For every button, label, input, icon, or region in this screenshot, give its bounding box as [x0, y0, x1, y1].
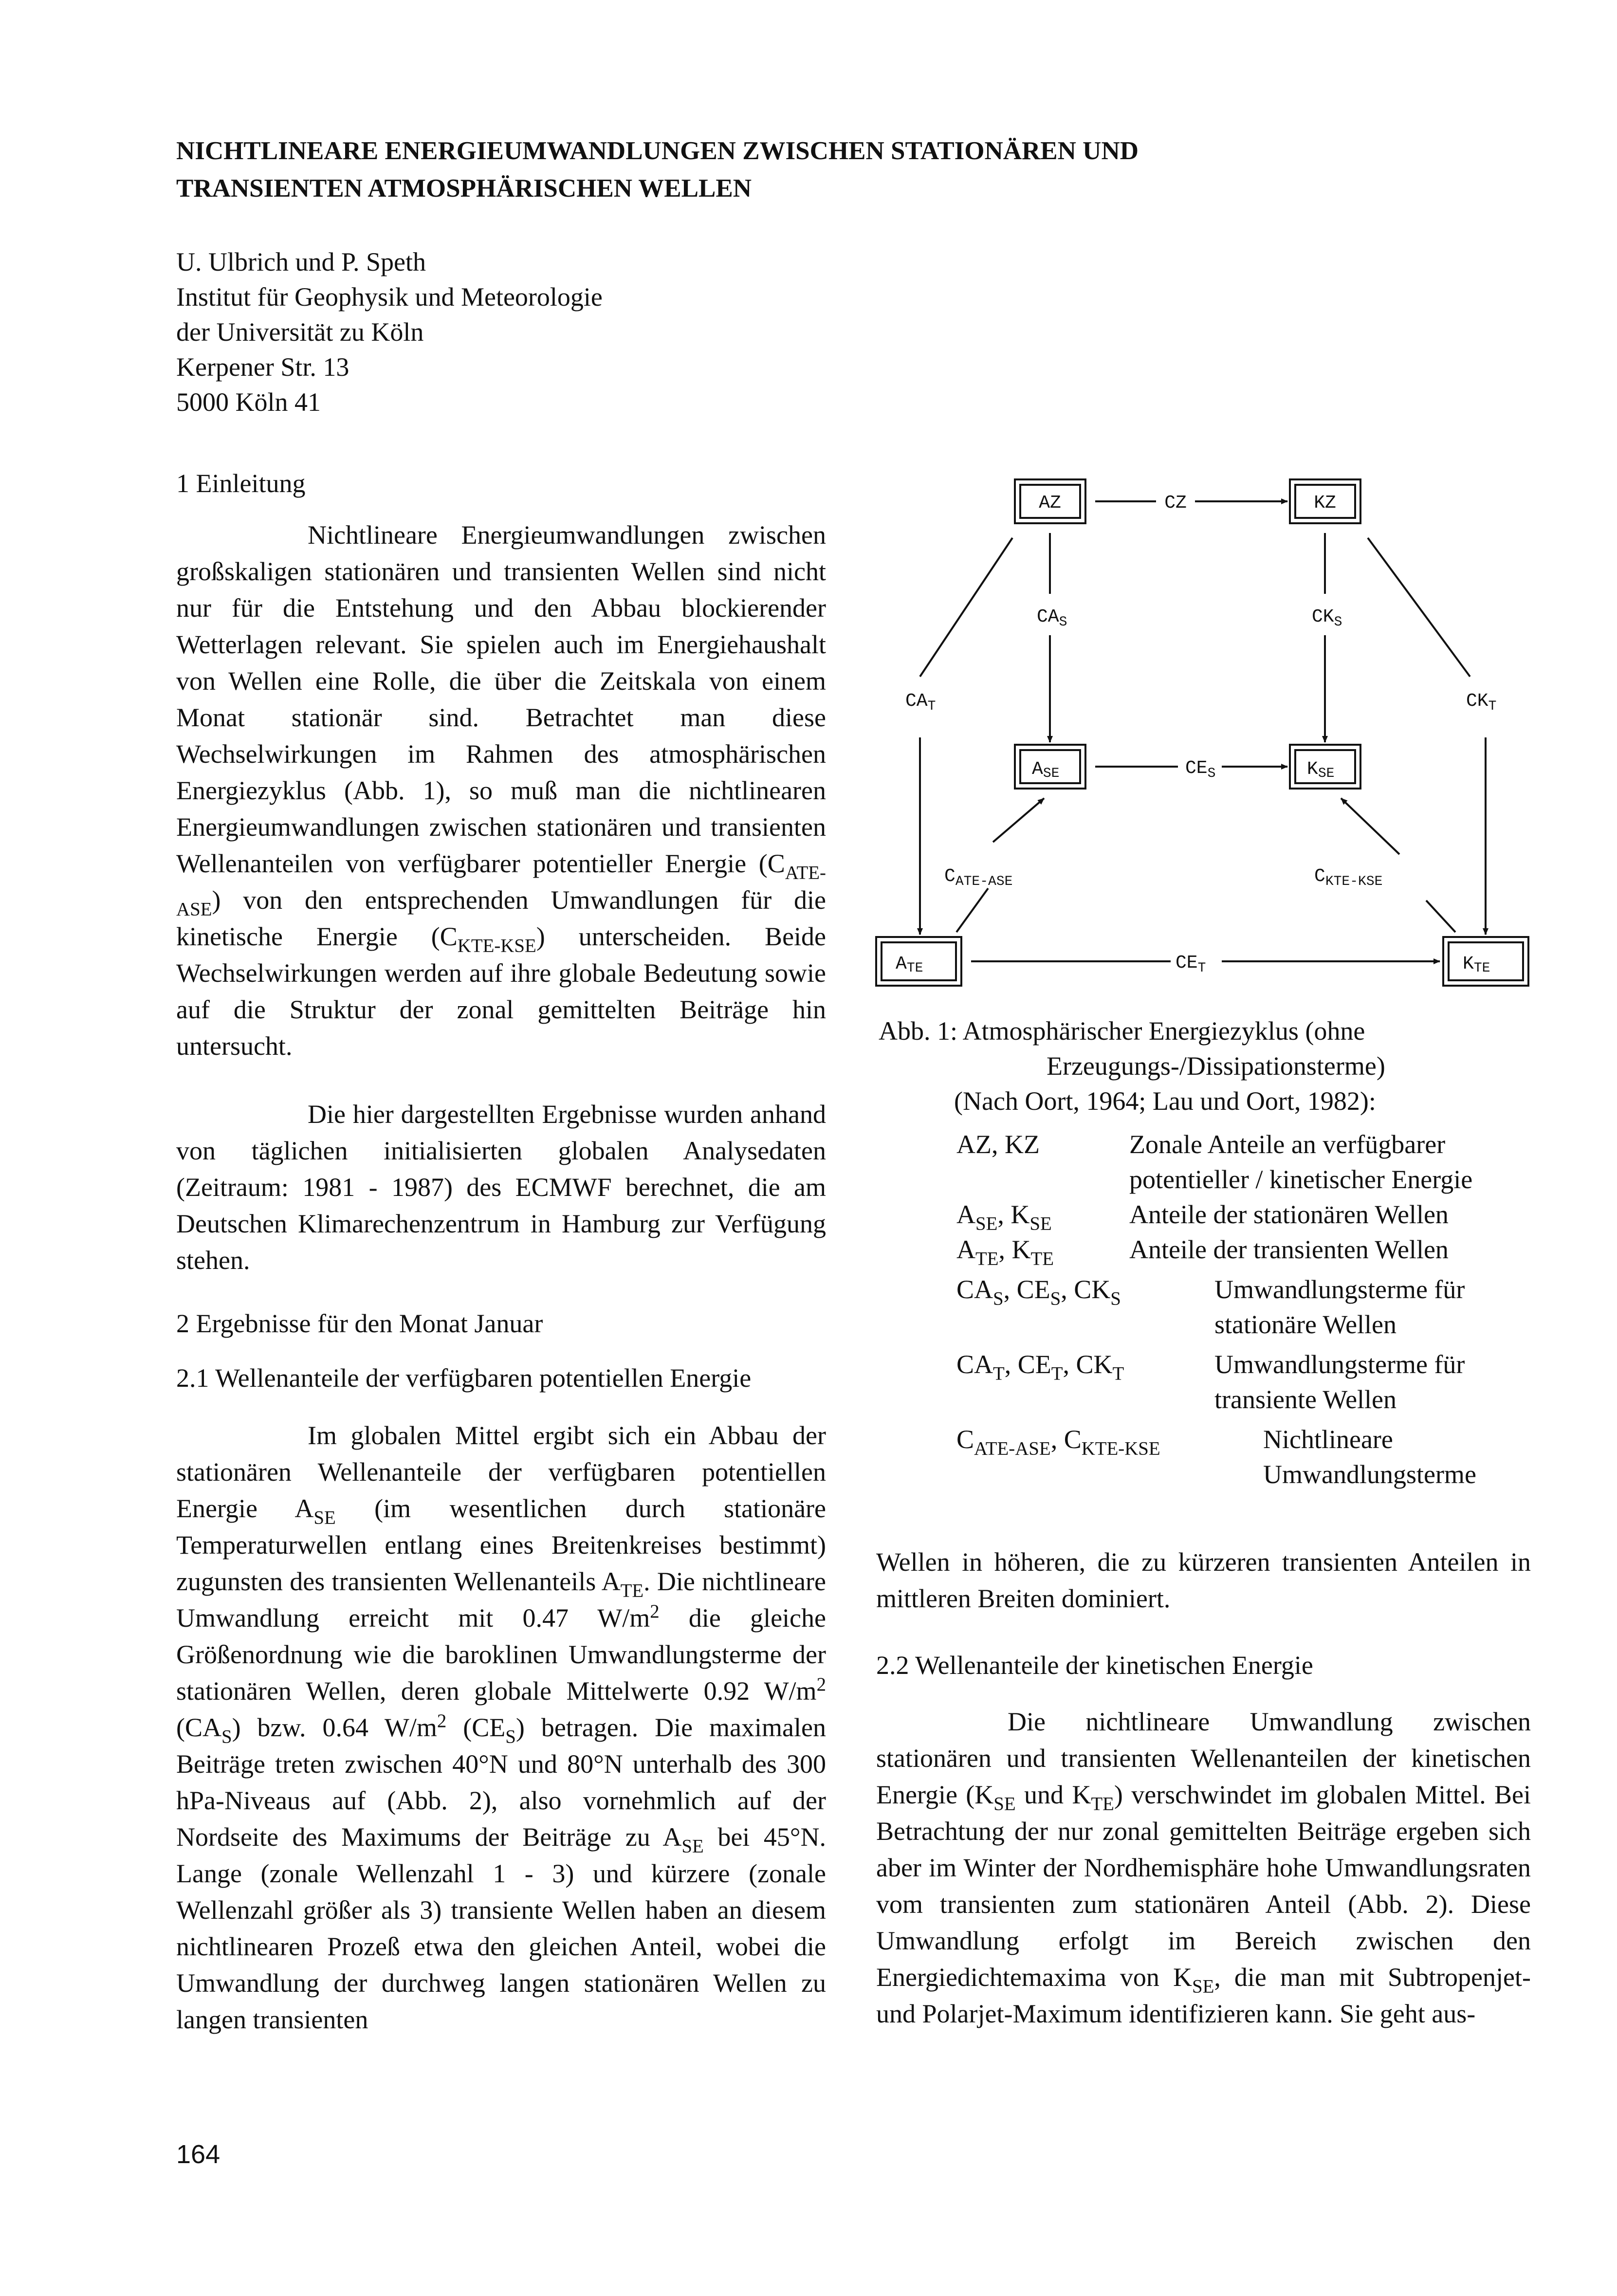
svg-text:KTE: KTE [1463, 954, 1490, 976]
box-KSE [1290, 745, 1360, 789]
legend-row-transient: $A_{TE}$, $K_{TE}$ Anteile der transienten Wellen [956, 1235, 1449, 1269]
svg-text:CAS: $CA_S$ [1037, 606, 1067, 630]
arrow-CZ [1095, 493, 1287, 514]
box-KTE [1443, 937, 1528, 986]
paragraph-intro-1: Nichtlineare Energieumwandlungen zwischen großskaligen stationären und transienten Wellen sind nicht nur für die Entstehung und den Abbau blockierender Wetterlagen relevant. Sie spielen auch im Energiehaushalt von Wellen eine Rolle, die über die Zeitskala von einem Monat stationär sind. Betrachtet man diese Wechselwirkungen im Rahmen des atmosphärischen Energiezyklus (Abb. 1), so muß man die nichtlinearen Energieumwandlungen zwischen stationären und transienten Wellenanteilen von verfügbarer potentieller Energie $(C_{ATE-ASE})$ von den entsprechenden Umwandlungen für die kinetische Energie $(C_{KTE-KSE})$ unterscheiden. Beide Wechselwirkungen werden auf ihre globale Bedeutung sowie auf die Struktur der zonal gemittelten Beiträge hin untersucht. [176, 520, 827, 1061]
paragraph-intro-2: Die hier dargestellten Ergebnisse wurden anhand von täglichen initialisierten globalen Analysedaten (Zeitraum: 1981 - 1987) des ECMWF berechnet, die am Deutschen Klimarechenzentrum in Hamburg zur Verfügung stehen. [176, 1100, 826, 1275]
affiliation-line2: der Universität zu Köln [176, 317, 424, 347]
svg-text:CET: $CE_T$ [1176, 953, 1206, 976]
section-heading-1: 1 Einleitung [176, 469, 306, 498]
arrow-CKTE-KSE [1314, 798, 1455, 932]
box-ATE [876, 937, 961, 986]
figure-legend [956, 1127, 1476, 1492]
section-heading-2: 2 Ergebnisse für den Monat Januar [176, 1309, 543, 1338]
legend-row-transient-terms: $CA_T$, $CE_T$, $CK_T$ Umwandlungsterme für transiente Wellen [956, 1350, 1465, 1414]
legend-row-stationary: $A_{SE}$, $K_{SE}$ Anteile der stationären Wellen [956, 1200, 1449, 1234]
box-AZ [1015, 479, 1085, 523]
legend-row-nonlinear-terms: $C_{ATE-ASE}$, $C_{KTE-KSE}$ Nichtlineare Umwandlungsterme [956, 1425, 1476, 1489]
affiliation-line1: Institut für Geophysik und Meteorologie [176, 282, 603, 312]
arrow-CKS [1312, 533, 1342, 742]
arrow-CAS [1037, 533, 1067, 742]
svg-text:ASE: ASE [1032, 759, 1060, 781]
box-ASE [1015, 745, 1085, 789]
svg-text:CAT: $CA_T$ [905, 691, 936, 714]
paragraph-2-2: Die nichtlineare Umwandlung zwischen stationären und transienten Wellenanteilen der kinetischen Energie ($K_{SE}$ und $K_{TE}$) verschwindet im globalen Mittel. Bei Betrachtung der nur zonal gemittelten Beiträge ergeben sich aber im Winter der Nordhemisphäre hohe Umwandlungsraten vom transienten zum stationären Anteil (Abb. 2). Diese Umwandlung erfolgt im Bereich zwischen den Energiedichtemaxima von $K_{SE}$, die man mit Subtropenjet- und Polarjet-Maximum identifizieren kann. Sie geht aus- [876, 1707, 1531, 2028]
svg-text:CES: $CE_S$ [1185, 758, 1216, 781]
paper-title: NICHTLINEARE ENERGIEUMWANDLUNGEN ZWISCHEN STATIONÄREN UND TRANSIENTEN ATMOSPHÄRISCHEN WELLEN [176, 137, 1139, 202]
svg-text:CKTE-KSE: $C_{KTE-KSE}$ [1314, 866, 1383, 889]
svg-text:KSE: KSE [1307, 759, 1335, 781]
paragraph-2-1-cont: Wellen in höheren, die zu kürzeren transienten Anteilen in mittleren Breiten dominiert. [876, 1547, 1531, 1613]
section-heading-2-1: 2.1 Wellenanteile der verfügbaren potentiellen Energie [176, 1363, 752, 1393]
arrow-CKT [1368, 538, 1496, 935]
energy-cycle-diagram [871, 472, 1533, 998]
address-city: 5000 Köln 41 [176, 387, 321, 417]
author-names: U. Ulbrich und P. Speth [176, 247, 426, 276]
arrow-CET [971, 953, 1440, 976]
legend-row-stationary-terms: $CA_S$, $CE_S$, $CK_S$ Umwandlungsterme für stationäre Wellen [956, 1275, 1465, 1339]
address-street: Kerpener Str. 13 [176, 352, 349, 382]
box-AZ-label: AZ [1039, 493, 1061, 514]
svg-text:ATE: ATE [896, 954, 923, 976]
figure-caption: Abb. 1: Atmosphärischer Energiezyklus (ohne Erzeugungs-/Dissipationsterme) (Nach Oort, 1964; Lau und Oort, 1982): [879, 1016, 1385, 1116]
svg-text:CKS: $CK_S$ [1312, 606, 1342, 630]
legend-row-zonal: AZ, KZ Zonale Anteile an verfügbarer potentieller / kinetischer Energie [956, 1130, 1473, 1194]
svg-text:CZ: CZ [1164, 493, 1187, 514]
arrow-CES [1095, 758, 1287, 781]
author-block [176, 244, 603, 420]
box-KZ-label: KZ [1314, 493, 1336, 514]
paragraph-2-1: Im globalen Mittel ergibt sich ein Abbau der stationären Wellenanteile der verfügbaren potentiellen Energie $A_{SE}$ (im wesentlichen durch stationäre Temperaturwellen entlang eines Breitenkreises bestimmt) zugunsten des transienten Wellenanteils $A_{TE}$. Die nichtlineare Umwandlung erreicht mit 0.47 $W/m^2$ die gleiche Größenordnung wie die baroklinen Umwandlungsterme der stationären Wellen, deren globale Mittelwerte 0.92 $W/m^2$ $(CA_S)$ bzw. 0.64 $W/m^2$ $(CE_S)$ betragen. Die maximalen Beiträge treten zwischen 40°N und 80°N unterhalb des 300 hPa-Niveaus auf (Abb. 2), also vornehmlich auf der Nordseite des Maximums der Beiträge zu $A_{SE}$ bei 45°N. Lange (zonale Wellenzahl 1 - 3) und kürzere (zonale Wellenzahl größer als 3) transiente Wellen haben an diesem nichtlinearen Prozeß etwa den gleichen Anteil, wobei die Umwandlung der durchweg langen stationären Wellen zu langen transienten [176, 1421, 826, 2034]
svg-text:CATE-ASE: $C_{ATE-ASE}$ [944, 866, 1013, 889]
page-number: 164 [176, 2140, 220, 2169]
section-heading-2-2: 2.2 Wellenanteile der kinetischen Energie [876, 1651, 1313, 1680]
svg-text:CKT: $CK_T$ [1466, 691, 1497, 714]
arrow-CATE-ASE [944, 798, 1044, 932]
box-KZ [1290, 479, 1360, 523]
